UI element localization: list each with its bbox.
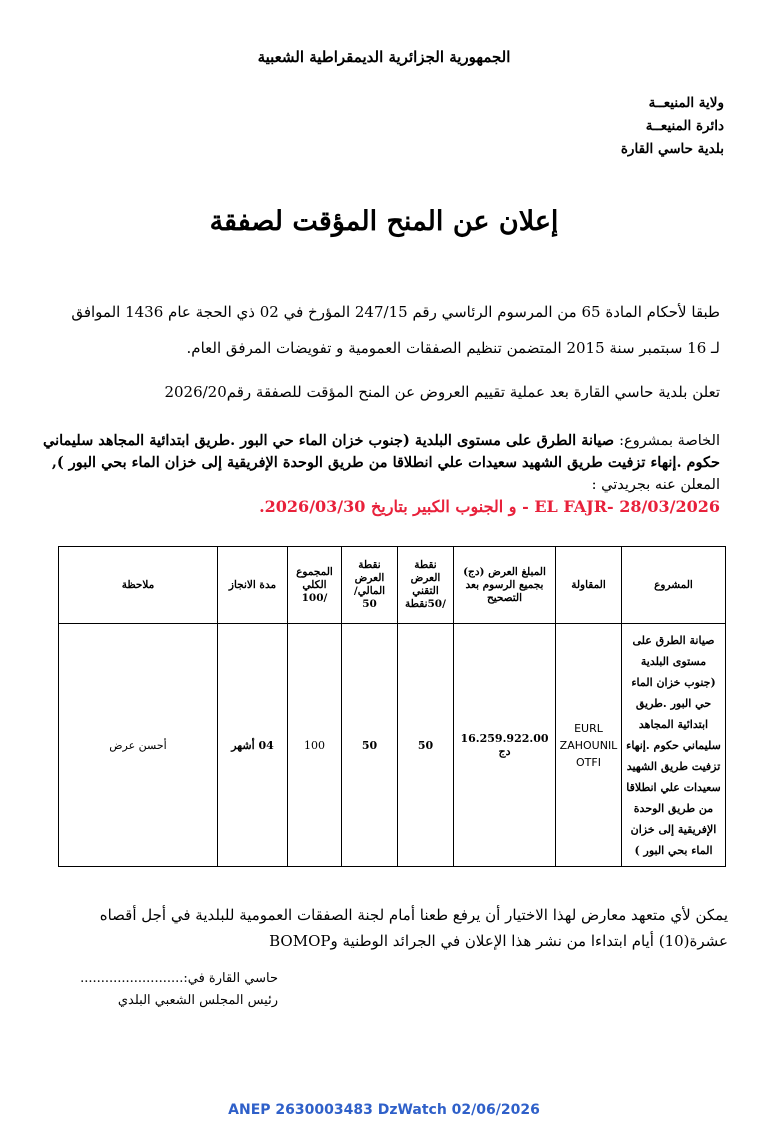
header-financial-score: نقطة العرض المالي/ 50 — [342, 547, 398, 624]
wilaya-line: ولاية المنيعــة — [648, 95, 724, 111]
cell-contractor: EURL ZAHOUNIL OTFI — [556, 624, 622, 867]
appeal-line-2: عشرة(10) أيام ابتداءا من نشر هذا الإعلان في الجرائد الوطنية وBOMOP — [269, 932, 728, 950]
newspapers-intro: المعلن عنه بجريدتي : — [591, 477, 720, 493]
header-technical-score: نقطة العرض التقني /50نقطة — [398, 547, 454, 624]
table-header-row — [59, 547, 726, 624]
cell-amount: 16.259.922.00 دج — [454, 624, 556, 867]
header-duration: مدة الانجاز — [218, 547, 288, 624]
signature-official: رئيس المجلس الشعبي البلدي — [117, 993, 278, 1008]
project-description — [40, 430, 720, 474]
header-contractor: المقاولة — [556, 547, 622, 624]
cell-duration: 04 أشهر — [218, 624, 288, 867]
commune-line: بلدية حاسي القارة — [620, 141, 724, 157]
signature-block — [78, 968, 278, 1012]
header-total-score: المجموع الكلي /100 — [288, 547, 342, 624]
daira-line: دائرة المنيعــة — [645, 118, 724, 134]
newspapers-line: EL FAJR- 28/03/2026 - و الجنوب الكبير بتاريخ 2026/03/30. — [259, 497, 720, 516]
decree-paragraph — [40, 294, 720, 366]
admin-header — [424, 92, 724, 161]
cell-financial-score: 50 — [342, 624, 398, 867]
project-paragraph — [40, 430, 720, 518]
cell-technical-score: 50 — [398, 624, 454, 867]
appeal-line-1: يمكن لأي متعهد معارض لهذا الاختيار أن يرفع طعنا أمام لجنة الصفقات العمومية للبلدية في أجل أقصاه — [99, 906, 728, 924]
cell-total-score: 100 — [288, 624, 342, 867]
cell-remark: أحسن عرض — [59, 624, 218, 867]
project-text: صيانة الطرق على مستوى البلدية (جنوب خزان الماء حي البور .طريق ابتدائية المجاهد سليماني حكوم .إنهاء تزفيت طريق الشهيد سعيدات علي انطلاقا من طريق الوحدة الإفريقية إلى خزان الماء بحي البور ), — [42, 432, 720, 471]
award-table — [58, 546, 726, 867]
signature-place: حاسي القارة في:......................... — [80, 971, 278, 986]
header-remark: ملاحظة — [59, 547, 218, 624]
anep-reference: ANEP 2630003483 DzWatch 02/06/2026 — [228, 1102, 540, 1118]
decree-line-1: طبقا لأحكام المادة 65 من المرسوم الرئاسي رقم 247/15 المؤرخ في 02 ذي الحجة عام 1436 الموافق — [71, 303, 720, 321]
table-row — [59, 624, 726, 867]
document-title: إعلان عن المنح المؤقت لصفقة — [209, 206, 559, 237]
appeal-paragraph — [40, 902, 728, 954]
announce-paragraph: تعلن بلدية حاسي القارة بعد عملية تقييم العروض عن المنح المؤقت للصفقة رقم2026/20 — [164, 383, 720, 401]
cell-project: صيانة الطرق على مستوى البلدية (جنوب خزان الماء حي البور .طريق ابتدائية المجاهد سليماني حكوم .إنهاء تزفيت طريق الشهيد سعيدات علي انطلاقا من طريق الوحدة الإفريقية إلى خزان الماء بحي البور ) — [622, 624, 726, 867]
project-label: الخاصة بمشروع: — [619, 433, 720, 449]
decree-line-2: لـ 16 سبتمبر سنة 2015 المتضمن تنظيم الصفقات العمومية و تفويضات المرفق العام. — [186, 339, 720, 357]
header-project: المشروع — [622, 547, 726, 624]
header-amount: المبلغ العرض (دج) بجميع الرسوم بعد التصحيح — [454, 547, 556, 624]
republic-heading: الجمهورية الجزائرية الديمقراطية الشعبية — [257, 48, 511, 66]
